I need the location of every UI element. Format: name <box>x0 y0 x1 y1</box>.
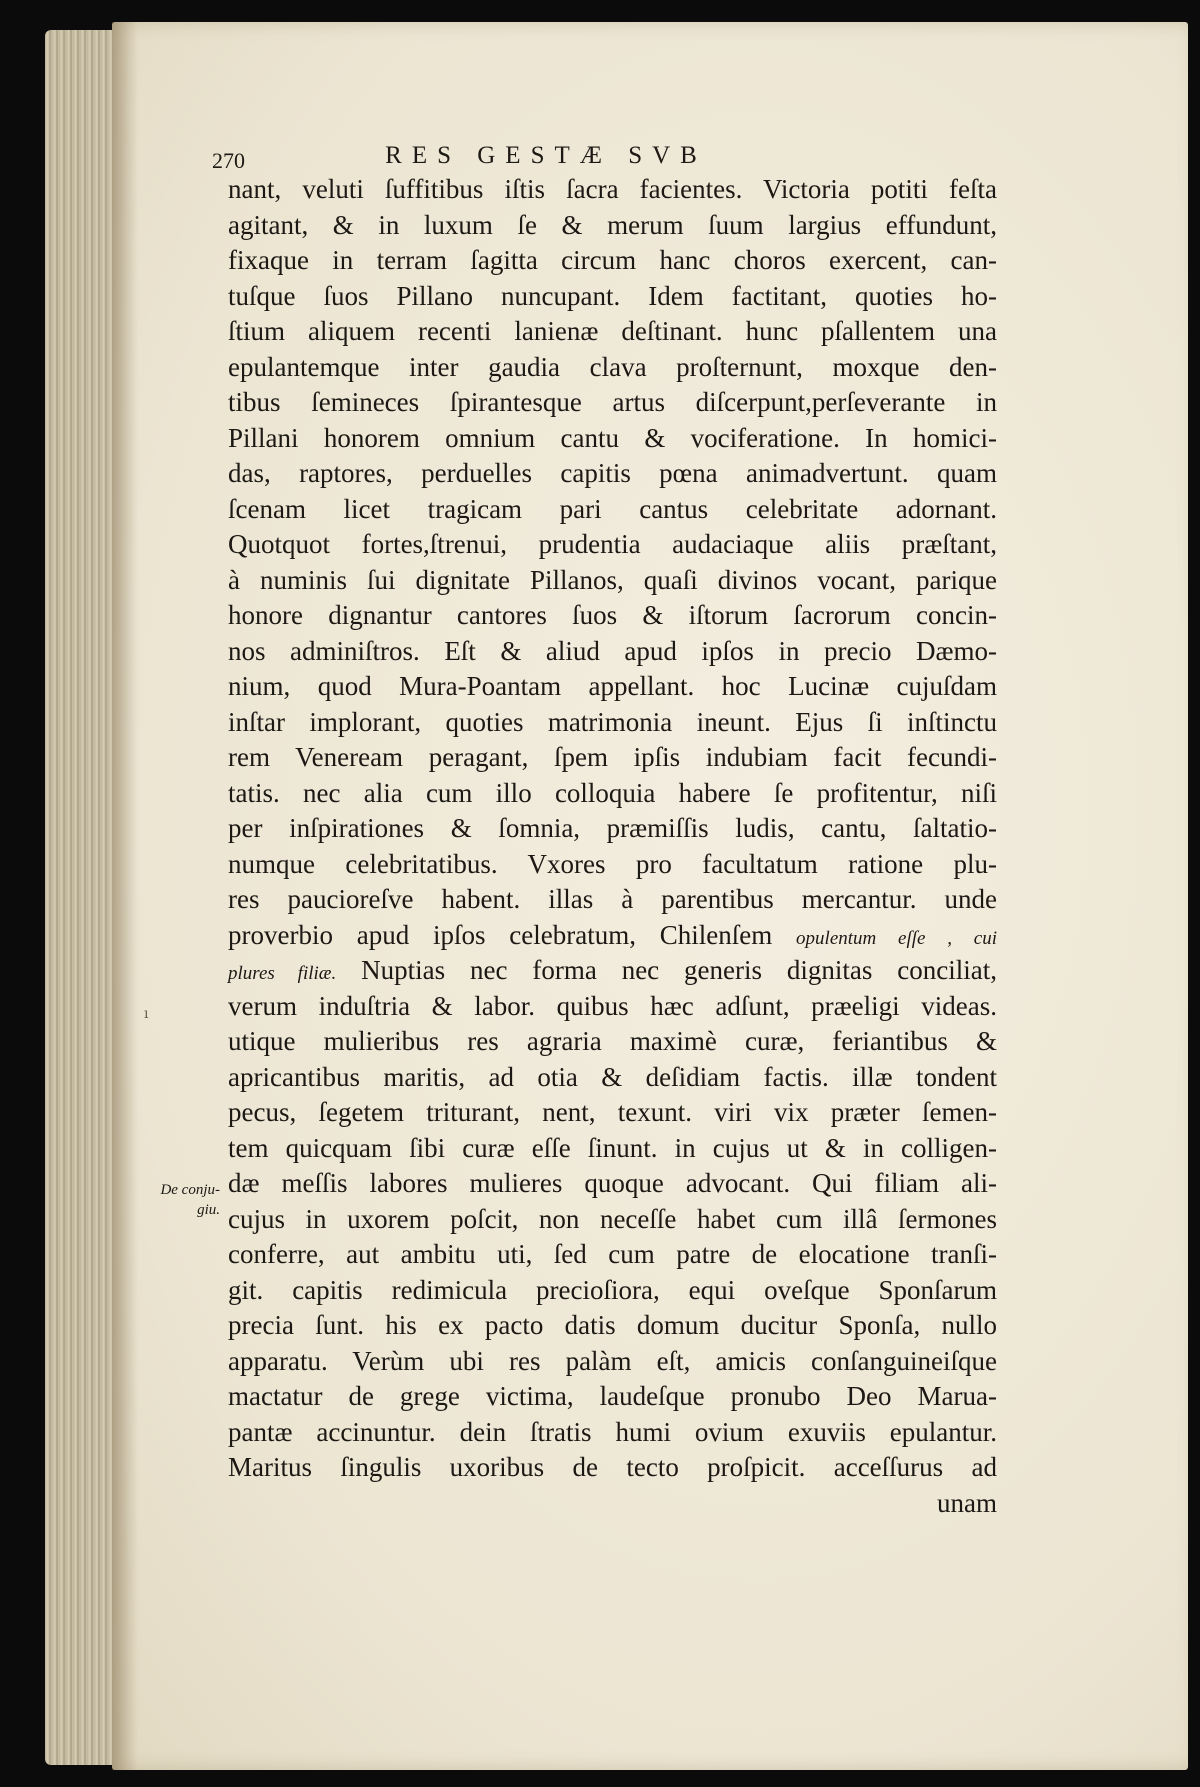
margin-note-line: De conju- <box>160 1182 220 1198</box>
margin-note-line: giu. <box>197 1202 220 1218</box>
text-segment: Nuptias nec forma nec generis dignitas conciliat, <box>361 955 997 985</box>
text-line: tem quicquam ſibi curæ eſſe ſinunt. in cujus ut & in colligen- <box>228 1132 997 1163</box>
text-line: agitant, & in luxum ſe & merum ſuum largius effundunt, <box>228 209 997 240</box>
text-line: das, raptores, perduelles capitis pœna animadvertunt. quam <box>228 458 997 488</box>
text-line: ſtium aliquem recenti lanienæ deſtinant. hunc pſallentem una <box>228 316 997 346</box>
text-line: ſcenam licet tragicam pari cantus celebritate adornant. <box>228 493 997 524</box>
text-line: pantæ accinuntur. dein ſtratis humi ovium exuviis epulantur. <box>228 1416 997 1447</box>
text-line: apricantibus maritis, ad otia & deſidiam factis. illæ tondent <box>228 1061 997 1092</box>
body-text <box>228 172 997 1521</box>
italic-phrase: plures filiæ. <box>228 963 337 984</box>
text-line: inſtar implorant, quoties matrimonia ineunt. Ejus ſi inſtinctu <box>228 706 997 737</box>
text-line: Quotquot fortes,ſtrenui, prudentia audaciaque aliis præſtant, <box>228 529 997 559</box>
stray-mark: ı <box>144 1006 149 1022</box>
text-line: res paucioreſve habent. illas à parentibus mercantur. unde <box>228 884 997 914</box>
text-line: nos adminiſtros. Eſt & aliud apud ipſos in precio Dæmo- <box>228 635 997 666</box>
catchword: unam <box>937 1487 997 1518</box>
text-line: tatis. nec alia cum illo colloquia habere ſe profitentur, niſi <box>228 777 997 808</box>
page-number: 270 <box>212 148 245 173</box>
text-line: rem Veneream peragant, ſpem ipſis indubiam facit fecundi- <box>228 742 997 772</box>
text-line: utique mulieribus res agraria maximè curæ, feriantibus & <box>228 1026 997 1056</box>
text-line: nant, veluti ſuffitibus iſtis ſacra facientes. Victoria potiti feſta <box>228 174 997 204</box>
text-line: git. capitis redimicula precioſiora, equi oveſque Sponſarum <box>228 1274 997 1305</box>
text-line: cujus in uxorem poſcit, non neceſſe habet cum illâ ſermones <box>228 1203 997 1234</box>
text-line: epulantemque inter gaudia clava proſternunt, moxque den- <box>228 351 997 382</box>
text-line: à numinis ſui dignitate Pillanos, quaſi divinos vocant, parique <box>228 564 997 595</box>
running-title: RES GESTÆ SVB <box>385 142 707 169</box>
text-line: conferre, aut ambitu uti, ſed cum patre de elocatione tranſi- <box>228 1239 997 1269</box>
text-line: apparatu. Verùm ubi res palàm eſt, amicis conſanguineiſque <box>228 1345 997 1376</box>
text-line: per inſpirationes & ſomnia, præmiſſis ludis, cantu, ſaltatio- <box>228 813 997 843</box>
text-line: honore dignantur cantores ſuos & iſtorum ſacrorum concin- <box>228 600 997 630</box>
text-line-mixed <box>228 918 997 954</box>
text-line: Pillani honorem omnium cantu & vociferatione. In homici- <box>228 422 997 453</box>
margin-note <box>120 1180 220 1220</box>
text-line-mixed <box>228 953 997 989</box>
text-line: Maritus ſingulis uxoribus de tecto proſpicit. acceſſurus ad <box>228 1452 997 1482</box>
text-line: fixaque in terram ſagitta circum hanc choros exercent, can- <box>228 245 997 275</box>
text-line: tuſque ſuos Pillano nuncupant. Idem factitant, quoties ho- <box>228 280 997 311</box>
page-gutter-shadow <box>112 22 138 1770</box>
text-line: numque celebritatibus. Vxores pro facultatum ratione plu- <box>228 848 997 879</box>
text-line: nium, quod Mura-Poantam appellant. hoc Lucinæ cujuſdam <box>228 671 997 701</box>
text-line: dæ meſſis labores mulieres quoque advocant. Qui filiam ali- <box>228 1168 997 1198</box>
italic-phrase: opulentum eſſe , cui <box>796 927 997 949</box>
text-line: mactatur de grege victima, laudeſque pronubo Deo Marua- <box>228 1381 997 1411</box>
text-line: tibus ſemineces ſpirantesque artus diſcerpunt,perſeverante in <box>228 387 997 417</box>
text-segment: proverbio apud ipſos celebratum, Chilenſem <box>228 919 773 950</box>
text-line: pecus, ſegetem triturant, nent, texunt. viri vix præter ſemen- <box>228 1097 997 1127</box>
text-line: verum induſtria & labor. quibus hæc adſunt, præeligi videas. <box>228 990 997 1021</box>
text-line: precia ſunt. his ex pacto datis domum ducitur Sponſa, nullo <box>228 1310 997 1340</box>
